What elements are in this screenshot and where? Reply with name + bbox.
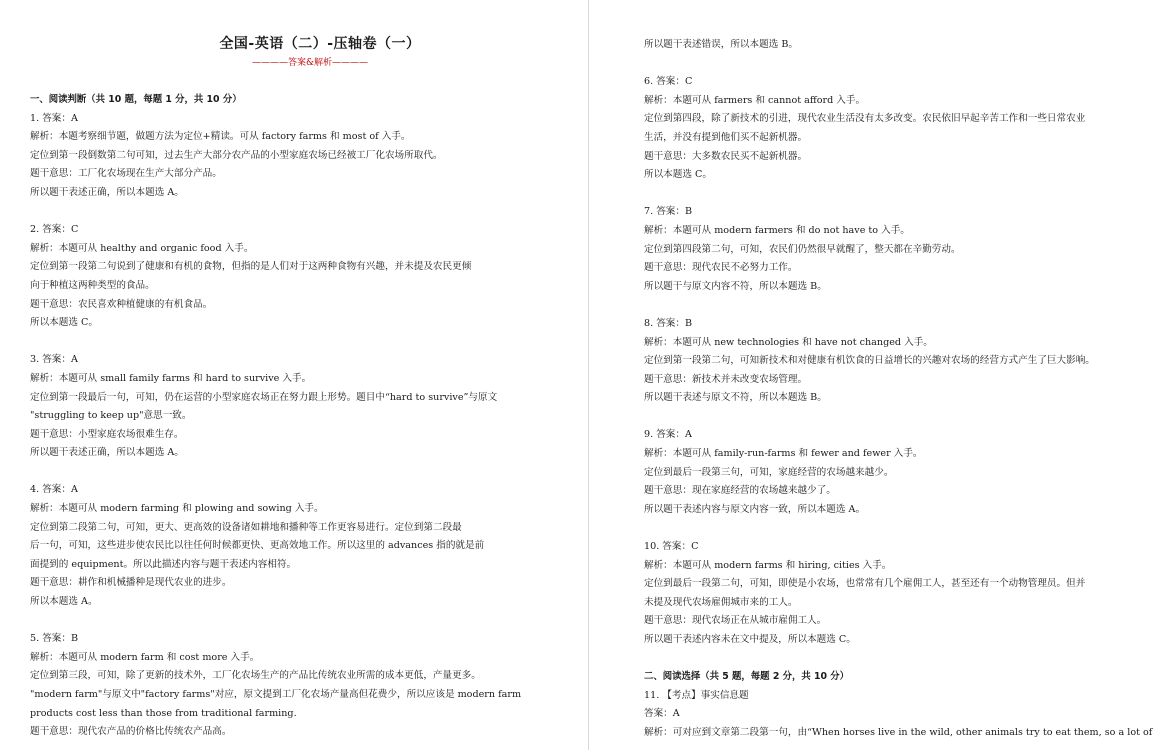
section-heading: 一、阅读判断（共 10 题，每题 1 分，共 10 分） [30,94,242,105]
question-answer-line: 5. 答案：B [30,633,79,645]
locate-line: 定位到第二段第二句，可知，更大、更高效的设备诸如耕地和播种等工作更容易进行。定位到第二段最 [30,521,462,533]
answer-text-line: products cost less than those from traditional farming. [30,707,297,719]
answer-text-line: 后一句，可知，这些进步使农民比以往任何时候都更快、更高效地工作。所以这里的 advances 指的就是前 [30,540,485,552]
question-answer-line: 10. 答案：C [644,541,699,553]
conclusion-line: 所以本题选 A。 [30,596,98,608]
document-title: 全国-英语（二）-压轴卷（一） [219,36,421,52]
analysis-line: 解析：本题考察细节题，做题方法为定位+精读。可从 factory farms 和 most of 入手。 [30,131,411,143]
paragraph-gap [644,650,1150,669]
document-subtitle: ————答案&解析———— [251,58,368,68]
question-answer-line: 6. 答案：C [644,76,693,88]
analysis-line: 解析：本题可从 family-run-farms 和 fewer and fewer 入手。 [644,448,923,460]
conclusion-line: 所以本题选 C。 [30,317,98,329]
locate-line: 定位到第一段倒数第二句可知，过去生产大部分农产品的小型家庭农场已经被工厂化农场所取代。 [30,149,443,161]
paragraph-gap [30,612,570,631]
locate-line: 定位到第一段第二句说到了健康和有机的食物，但指的是人们对于这两种食物有兴趣，并未提及农民更倾 [30,261,472,273]
question-answer-line: 7. 答案：B [644,206,693,218]
paragraph-gap [644,408,1150,427]
left-column [30,91,570,742]
locate-line: 定位到第三段，可知，除了更新的技术外，工厂化农场生产的产品比传统农业所需的成本更低，产量更多。 [30,670,481,682]
conclusion-line: 所以题干与原文内容不符，所以本题选 B。 [644,280,827,292]
analysis-line: 解析：本题可从 modern farm 和 cost more 入手。 [30,651,260,663]
paragraph-gap [644,519,1150,538]
question-answer-line: 4. 答案：A [30,484,78,496]
analysis-line: 解析：本题可从 modern farms 和 hiring, cities 入手。 [644,559,892,571]
answer-text-line: "modern farm"与原文中"factory farms"对应，原文提到工厂化农场产量高但花费少，所以应该是 modern farm [30,689,522,700]
conclusion-line: 所以本题选 C。 [644,169,712,181]
stem-meaning-line: 题干意思：现在家庭经营的农场越来越少了。 [644,485,836,497]
right-column [644,36,1153,743]
stem-meaning-line: 题干意思：耕作和机械播种是现代农业的进步。 [30,577,232,589]
question-answer-line: 9. 答案：A [644,429,692,441]
section-heading: 二、阅读选择（共 5 题，每题 2 分，共 10 分） [644,671,850,683]
locate-line: 定位到第四段第二句，可知，农民们仍然很早就醒了，整天都在辛勤劳动。 [644,243,961,255]
stem-meaning-line: 题干意思：工厂化农场现在生产大部分产品。 [30,168,222,180]
paragraph-gap [644,296,1150,315]
page-divider [588,0,589,750]
question-answer-line: 8. 答案：B [644,317,693,329]
analysis-line: 解析：可对应到文章第二段第一句，由“When horses live in the wild, other animals try to eat them, so a lot of [644,726,1153,738]
analysis-line: 解析：本题可从 farmers 和 cannot afford 入手。 [644,94,866,106]
stem-meaning-line: 题干意思：大多数农民买不起新机器。 [644,150,808,162]
question-answer-line: 3. 答案：A [30,354,78,366]
locate-line: 定位到最后一段第二句，可知，即使是小农场，也常常有几个雇佣工人，甚至还有一个动物管理员。但并 [644,578,1086,590]
conclusion-line: 所以题干表述内容与原文内容一致，所以本题选 A。 [644,503,866,515]
answer-text-line: 生活，并没有提到他们买不起新机器。 [644,131,808,143]
analysis-line: 解析：本题可从 modern farmers 和 do not have to 入手。 [644,224,910,236]
conclusion-line: 所以题干表述错误，所以本题选 B。 [644,39,799,50]
stem-meaning-line: 题干意思：新技术并未改变农场管理。 [644,373,808,385]
locate-line: 定位到第四段，除了新技术的引进，现代农业生活没有太多改变。农民依旧早起辛苦工作和一些日常农业 [644,113,1086,125]
conclusion-line: 所以题干表述正确，所以本题选 A。 [30,186,184,198]
answer-text-line: "struggling to keep up"意思一致。 [30,410,192,422]
answer-text-line: 向于种植这两种类型的食品。 [30,279,155,291]
stem-meaning-line: 题干意思：现代农民不必努力工作。 [644,262,798,274]
question-answer-line: 2. 答案：C [30,224,79,236]
conclusion-line: 所以题干表述与原文不符，所以本题选 B。 [644,392,827,404]
answer-text-line: 答案：A [644,708,680,720]
analysis-line: 解析：本题可从 small family farms 和 hard to survive 入手。 [30,372,312,384]
conclusion-line: 所以题干表述内容未在文中提及，所以本题选 C。 [644,634,856,645]
analysis-line: 解析：本题可从 new technologies 和 have not changed 入手。 [644,336,933,348]
paragraph-gap [30,333,570,352]
stem-meaning-line: 题干意思：现代农场正在从城市雇佣工人。 [644,615,827,627]
paragraph-gap [30,203,570,222]
question-answer-line: 1. 答案：A [30,112,78,124]
locate-line: 定位到第一段最后一句，可知，仍在运营的小型家庭农场正在努力跟上形势。题目中“hard to survive”与原文 [30,391,498,403]
stem-meaning-line: 题干意思：现代农产品的价格比传统农产品高。 [30,726,232,738]
locate-line: 定位到第一段第二句，可知新技术和对健康有机饮食的日益增长的兴趣对农场的经营方式产生了巨大影响。 [644,355,1095,367]
paragraph-gap [30,463,570,482]
analysis-line: 解析：本题可从 healthy and organic food 入手。 [30,242,254,254]
paragraph-gap [644,55,1150,74]
question-answer-line: 11. 【考点】事实信息题 [644,689,749,701]
stem-meaning-line: 题干意思：小型家庭农场很难生存。 [30,428,184,440]
answer-text-line: 面提到的 equipment。所以此描述内容与题干表述内容相符。 [30,558,297,570]
answer-text-line: 未提及现代农场雇佣城市来的工人。 [644,596,798,608]
analysis-line: 解析：本题可从 modern farming 和 plowing and sowing 入手。 [30,503,324,515]
paragraph-gap [644,185,1150,204]
conclusion-line: 所以题干表述正确，所以本题选 A。 [30,447,184,459]
locate-line: 定位到最后一段第三句，可知，家庭经营的农场越来越少。 [644,466,894,478]
stem-meaning-line: 题干意思：农民喜欢种植健康的有机食品。 [30,298,213,310]
